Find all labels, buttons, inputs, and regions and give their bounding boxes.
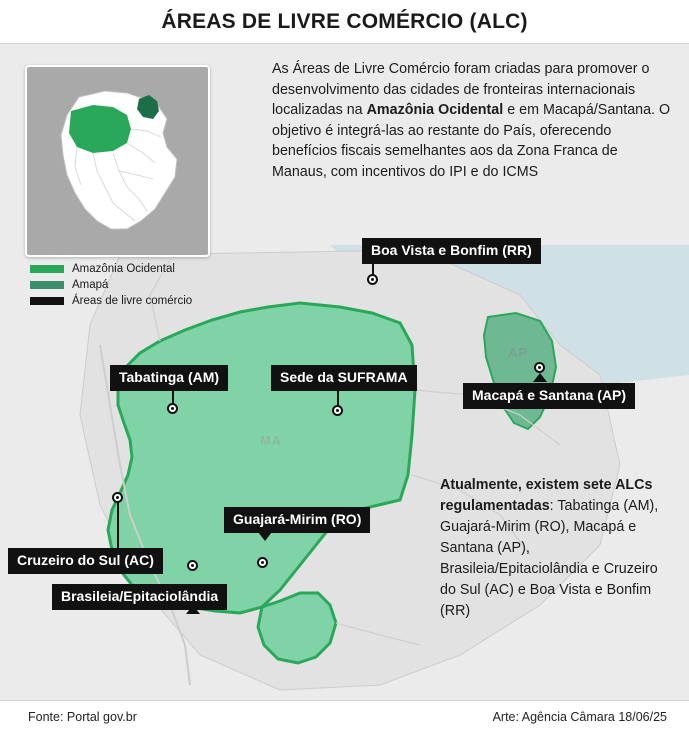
intro-paragraph: [272, 59, 672, 182]
map-dot-macapa: [534, 362, 545, 373]
legend-swatch-icon: [30, 297, 64, 305]
intro-part-1: As Áreas de Livre Comércio foram criadas para promover o desenvolvimento das cidades de fronteiras internacionais localizadas na: [272, 61, 650, 118]
footer-source: Fonte: Portal gov.br: [28, 710, 137, 724]
summary-note-body: : Tabatinga (AM), Guajará-Mirim (RO), Macapá e Santana (AP), Brasileia/Epitaciolândia e Cruzeiro do Sul (AC) e Boa Vista e Bonfim (RR): [440, 498, 659, 619]
legend-label: Amazônia Ocidental: [72, 263, 175, 275]
map-dot-boa-vista: [367, 274, 378, 285]
legend-swatch-icon: [30, 281, 64, 289]
map-label-boa-vista[interactable]: Boa Vista e Bonfim (RR): [362, 238, 541, 264]
map-label-tabatinga[interactable]: Tabatinga (AM): [110, 365, 228, 391]
map-label-guajara[interactable]: Guajará-Mirim (RO): [224, 507, 370, 533]
legend-swatch-icon: [30, 265, 64, 273]
header: [0, 0, 689, 44]
summary-note: [440, 475, 670, 622]
footer-credit: Arte: Agência Câmara 18/06/25: [492, 710, 667, 724]
intro-part-2: e em Macapá/Santana. O objetivo é integrá-las ao restante do País, oferecendo benefícios fiscais semelhantes aos da Zona Franca de Manaus, com incentivos do IPI e do ICMS: [272, 102, 671, 180]
map-label-suframa[interactable]: Sede da SUFRAMA: [271, 365, 417, 391]
pointer-triangle-guajara: [258, 532, 272, 541]
legend: [30, 263, 240, 311]
legend-label: Áreas de livre comércio: [72, 295, 193, 307]
page-title: ÁREAS DE LIVRE COMÉRCIO (ALC): [161, 10, 528, 33]
intro-bold-1: Amazônia Ocidental: [366, 102, 504, 118]
map-label-cruzeiro[interactable]: Cruzeiro do Sul (AC): [8, 548, 163, 574]
map-label-macapa[interactable]: Macapá e Santana (AP): [463, 383, 635, 409]
footer: [0, 700, 689, 733]
map-canvas: [0, 45, 689, 700]
map-label-brasileia[interactable]: Brasileia/Epitaciolândia: [52, 584, 227, 610]
map-dot-guajara: [257, 557, 268, 568]
summary-note-title: Atualmente, existem sete ALCs regulamentadas: [440, 477, 653, 514]
area-code-ma: MA: [260, 433, 283, 448]
locator-inset-map: [25, 65, 210, 257]
map-dot-cruzeiro: [112, 492, 123, 503]
map-dot-suframa: [332, 405, 343, 416]
area-code-ap: AP: [508, 345, 529, 360]
map-dot-tabatinga: [167, 403, 178, 414]
legend-item-alc: [30, 295, 240, 307]
legend-label: Amapá: [72, 279, 109, 291]
map-dot-brasileia: [187, 560, 198, 571]
legend-item-amapa: [30, 279, 240, 291]
pointer-triangle-macapa: [533, 373, 547, 382]
legend-item-amazonia: [30, 263, 240, 275]
leader-line-cruzeiro: [117, 500, 119, 550]
